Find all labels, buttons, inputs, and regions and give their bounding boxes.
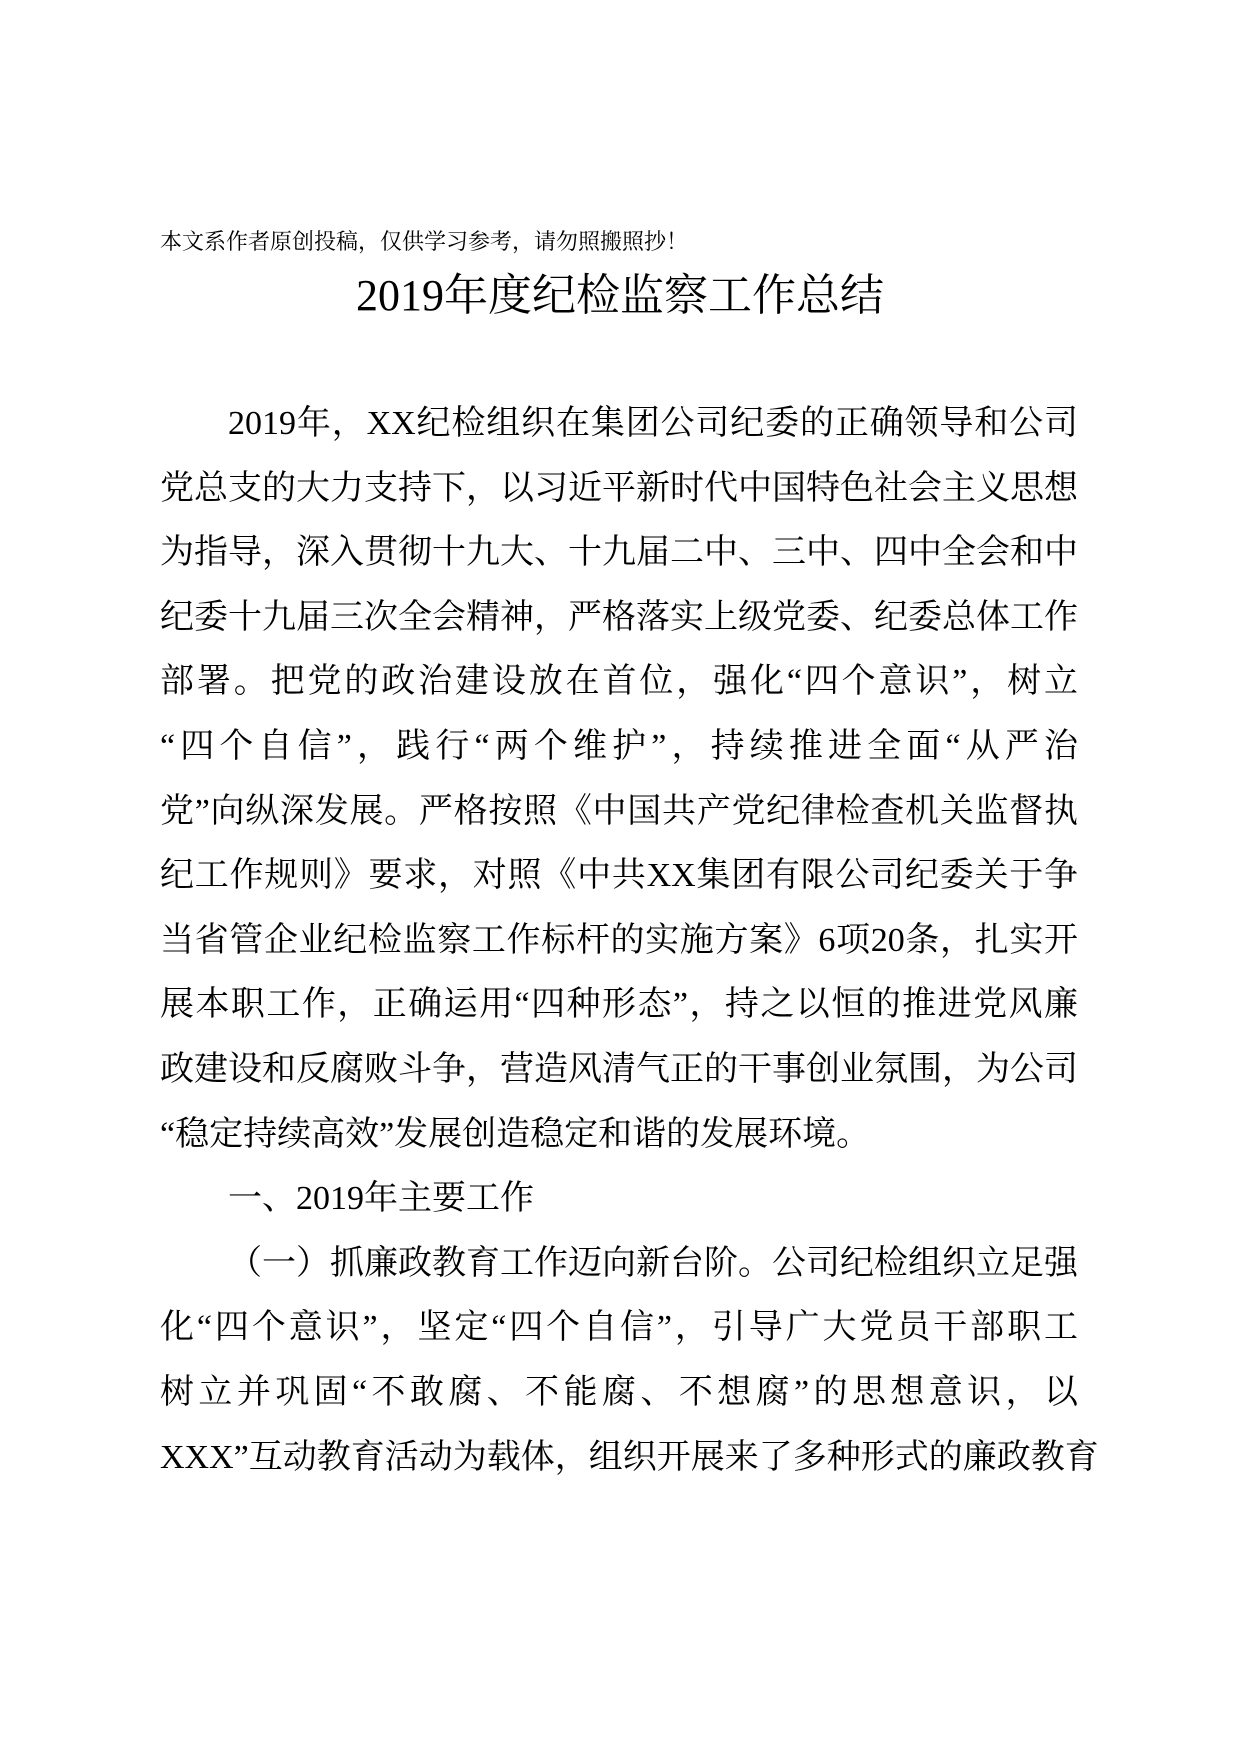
text-line: 纪委十九届三次全会精神，严格落实上级党委、纪委总体工作: [160, 598, 1078, 636]
text-line: 纪工作规则》要求，对照《中共XX集团有限公司纪委关于争: [160, 857, 1078, 895]
text-line: 树立并巩固“不敢腐、不能腐、不想腐”的思想意识，以: [160, 1373, 1078, 1411]
text-line: 化“四个意识”，坚定“四个自信”，引导广大党员干部职工: [160, 1309, 1078, 1347]
text-line: 2019年，XX纪检组织在集团公司纪委的正确领导和公司: [228, 405, 1078, 442]
text-line: 政建设和反腐败斗争，营造风清气正的干事创业氛围，为公司: [160, 1050, 1078, 1088]
text-line: （一）抓廉政教育工作迈向新台阶。公司纪检组织立足强: [228, 1244, 1078, 1282]
text-line: “稳定持续高效”发展创造稳定和谐的发展环境。: [160, 1115, 871, 1153]
text-line: 部署。把党的政治建设放在首位，强化“四个意识”，树立: [160, 663, 1078, 701]
text-line: XXX”互动教育活动为载体，组织开展来了多种形式的廉政教育: [160, 1438, 1099, 1476]
text-line: 党总支的大力支持下，以习近平新时代中国特色社会主义思想: [160, 469, 1078, 507]
text-line: 展本职工作，正确运用“四种形态”，持之以恒的推进党风廉: [160, 986, 1078, 1024]
text-line: 当省管企业纪检监察工作标杆的实施方案》6项20条，扎实开: [160, 921, 1078, 959]
copyright-notice: 本文系作者原创投稿，仅供学习参考，请勿照搬照抄！: [160, 229, 689, 254]
text-line: 为指导，深入贯彻十九大、十九届二中、三中、四中全会和中: [160, 534, 1078, 572]
document-body: [160, 392, 1099, 1490]
document-title: 2019年度纪检监察工作总结: [356, 271, 884, 320]
text-line: “四个自信”，践行“两个维护”，持续推进全面“从严治: [160, 727, 1078, 765]
text-line: 一、2019年主要工作: [228, 1180, 534, 1218]
text-line: 党”向纵深发展。严格按照《中国共产党纪律检查机关监督执: [160, 792, 1078, 830]
